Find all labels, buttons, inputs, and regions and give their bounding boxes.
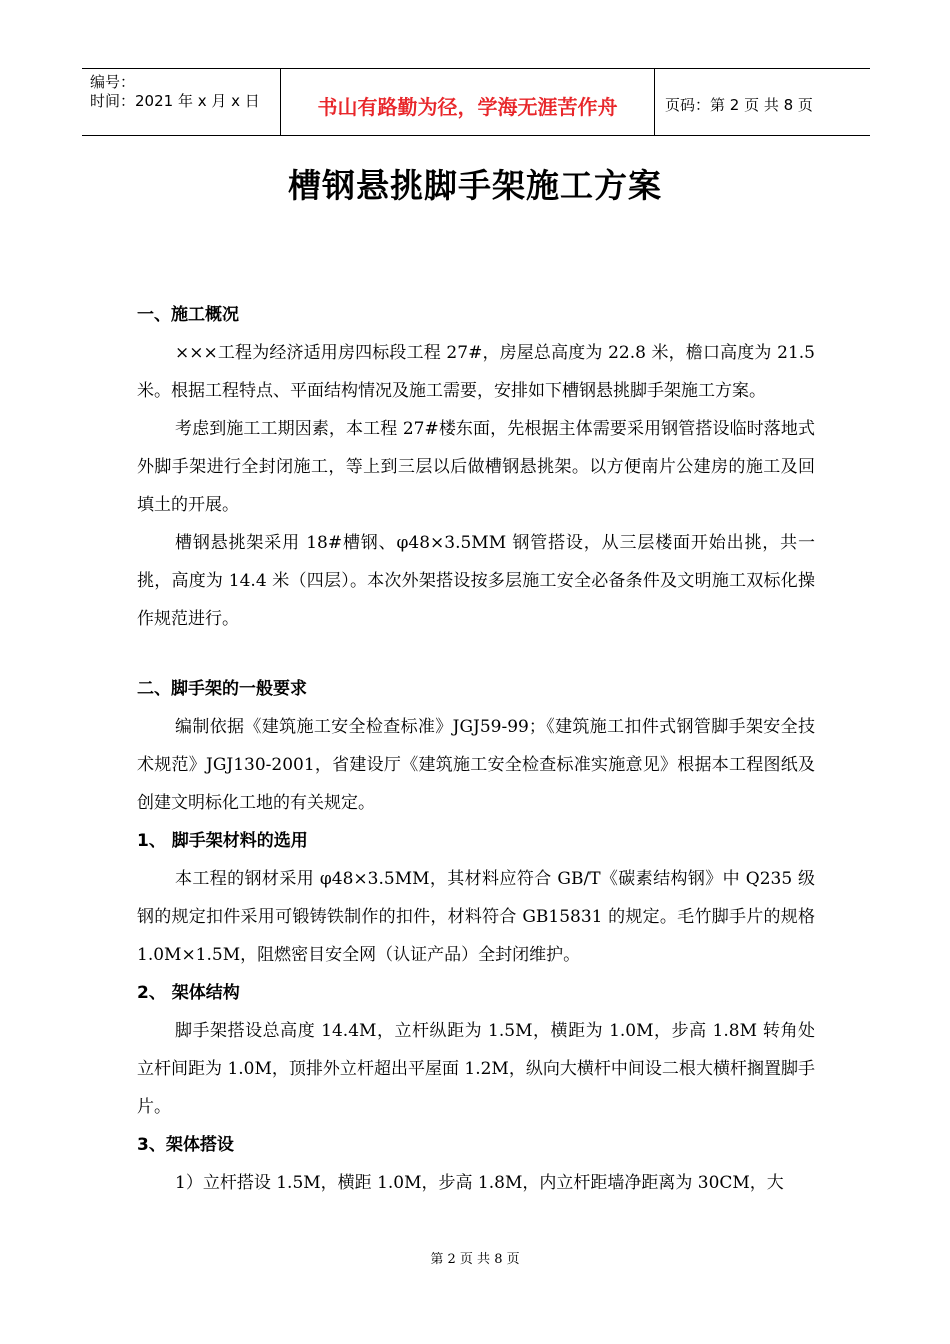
page-footer: 第 2 页 共 8 页 (430, 1252, 520, 1267)
document-title: 槽钢悬挑脚手架施工方案 (288, 166, 662, 205)
paragraph: 考虑到施工工期因素，本工程 27#楼东面，先根据主体需要采用钢管搭设临时落地式外脚手架进行全封闭施工，等上到三层以后做槽钢悬挑架。以方便南片公建房的施工及回填土的开展。 (137, 419, 815, 515)
paragraph: 编制依据《建筑施工安全检查标准》JGJ59-99；《建筑施工扣件式钢管脚手架安全技术规范》JGJ130-2001，省建设厅《建筑施工安全检查标准实施意见》根据本工程图纸及创建文明标化工地的有关规定。 (137, 717, 815, 813)
document-body (137, 296, 815, 1202)
paragraph: ×××工程为经济适用房四标段工程 27#，房屋总高度为 22.8 米，檐口高度为 21.5 米。根据工程特点、平面结构情况及施工需要，安排如下槽钢悬挑脚手架施工方案。 (137, 343, 815, 401)
section-heading-1: 一、施工概况 (137, 305, 239, 325)
paragraph: 脚手架搭设总高度 14.4M，立杆纵距为 1.5M，横距为 1.0M，步高 1.8M 转角处立杆间距为 1.0M，顶排外立杆超出平屋面 1.2M，纵向大横杆中间设二根大横杆搁置脚手片。 (137, 1021, 815, 1117)
section-heading-2: 二、脚手架的一般要求 (137, 679, 307, 699)
page-header (82, 68, 870, 136)
spacer (137, 638, 815, 670)
subsection-heading-1: 1、 脚手架材料的选用 (137, 831, 308, 851)
time-label: 时间：2021 年 x 月 x 日 (90, 92, 260, 110)
header-meta (82, 69, 281, 135)
header-motto: 书山有路勤为径，学海无涯苦作舟 (281, 69, 655, 135)
paragraph: 槽钢悬挑架采用 18#槽钢、φ48×3.5MM 钢管搭设，从三层楼面开始出挑，共一挑，高度为 14.4 米（四层）。本次外架搭设按多层施工安全必备条件及文明施工双标化操作规范进行。 (137, 533, 815, 629)
subsection-heading-3: 3、架体搭设 (137, 1135, 234, 1155)
code-label: 编号： (90, 73, 136, 91)
header-page-number: 页码：第 2 页 共 8 页 (665, 95, 813, 114)
paragraph: 本工程的钢材采用 φ48×3.5MM，其材料应符合 GB/T《碳素结构钢》中 Q235 级钢的规定扣件采用可锻铸铁制作的扣件，材料符合 GB15831 的规定。毛竹脚手片的规格 1.0M×1.5M，阻燃密目安全网（认证产品）全封闭维护。 (137, 869, 815, 965)
paragraph: 1）立杆搭设 1.5M，横距 1.0M，步高 1.8M，内立杆距墙净距离为 30CM，大 (175, 1173, 784, 1193)
subsection-heading-2: 2、 架体结构 (137, 983, 240, 1003)
